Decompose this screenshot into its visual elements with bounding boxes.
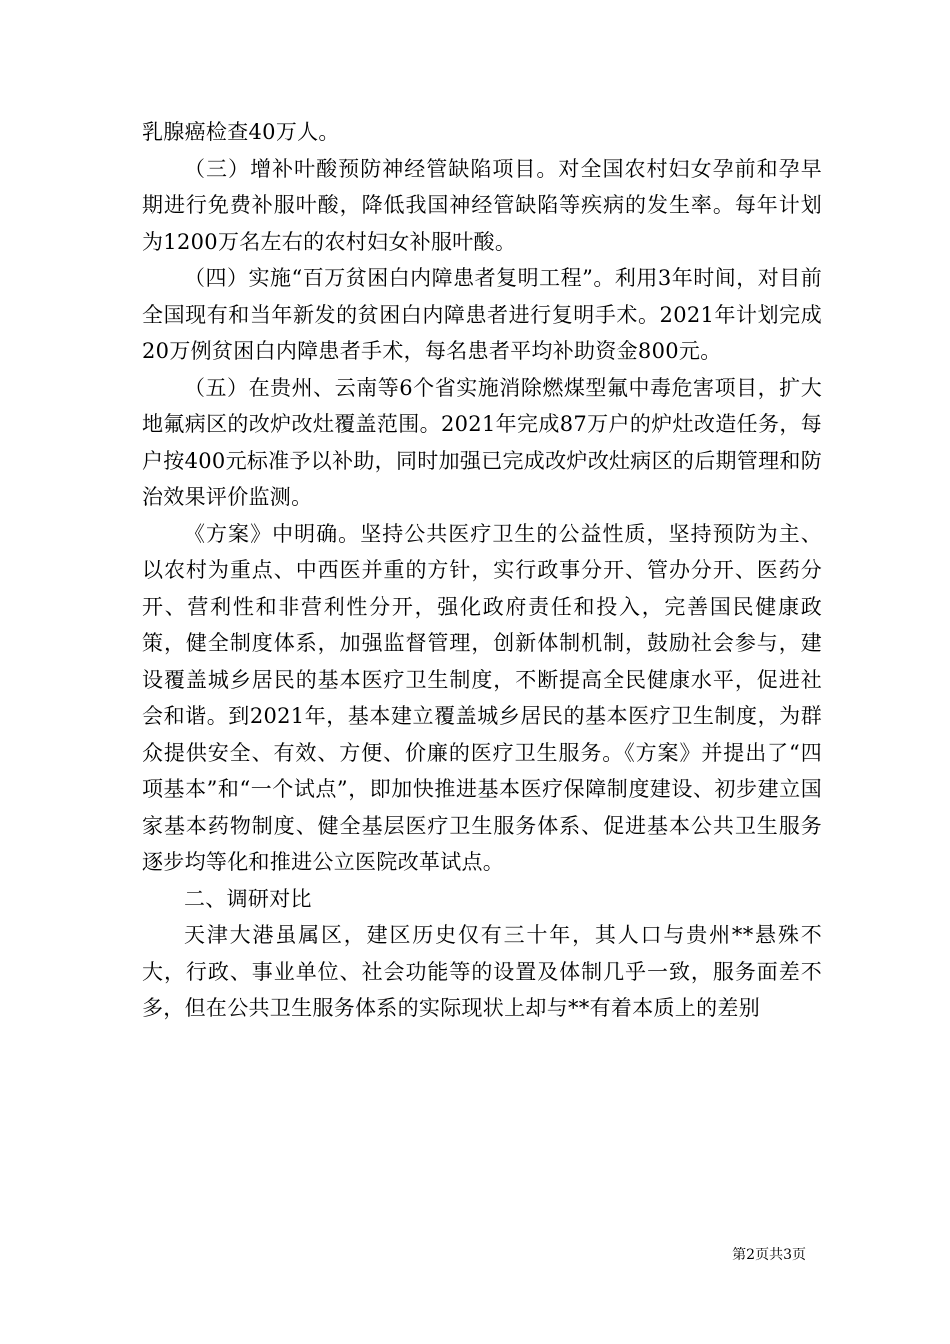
paragraph-continuation: 乳腺癌检查40万人。 [142,120,340,144]
section-heading: 二、调研对比 [184,886,312,911]
paragraph-item-five: （五）在贵州、云南等6个省实施消除燃煤型氟中毒危害项目，扩大地氟病区的改炉改灶覆盖范围。2021年完成87万户的炉灶改造任务，每户按400元标准予以补助，同时加强已完成改炉改灶病区的后期管理和防治效果评价监测。 [142,375,822,509]
paragraph-plan-summary: 《方案》中明确。坚持公共医疗卫生的公益性质，坚持预防为主、以农村为重点、中西医并重的方针，实行政事分开、管办分开、医药分开、营利性和非营利性分开，强化政府责任和投入，完善国民健康政策，健全制度体系，加强监督管理，创新体制机制，鼓励社会参与，建设覆盖城乡居民的基本医疗卫生制度，不断提高全民健康水平，促进社会和谐。到2021年，基本建立覆盖城乡居民的基本医疗卫生制度，为群众提供安全、有效、方便、价廉的医疗卫生服务。《方案》并提出了“四项基本”和“一个试点”，即加快推进基本医疗保障制度建设、初步建立国家基本药物制度、健全基层医疗卫生服务体系、促进基本公共卫生服务逐步均等化和推进公立医院改革试点。 [142,521,822,874]
document-body [142,114,822,1027]
page-number-footer: 第2页共3页 [732,1247,806,1263]
paragraph-item-three: （三）增补叶酸预防神经管缺陷项目。对全国农村妇女孕前和孕早期进行免费补服叶酸，降低我国神经管缺陷等疾病的发生率。每年计划为1200万名左右的农村妇女补服叶酸。 [142,156,822,254]
paragraph-item-four: （四）实施“百万贫困白内障患者复明工程”。利用3年时间，对目前全国现有和当年新发的贫困白内障患者进行复明手术。2021年计划完成20万例贫困白内障患者手术，每名患者平均补助资金800元。 [142,266,822,363]
paragraph-comparison: 天津大港虽属区，建区历史仅有三十年，其人口与贵州**悬殊不大，行政、事业单位、社会功能等的设置及体制几乎一致，服务面差不多，但在公共卫生服务体系的实际现状上却与**有着本质上的差别 [142,923,822,1020]
